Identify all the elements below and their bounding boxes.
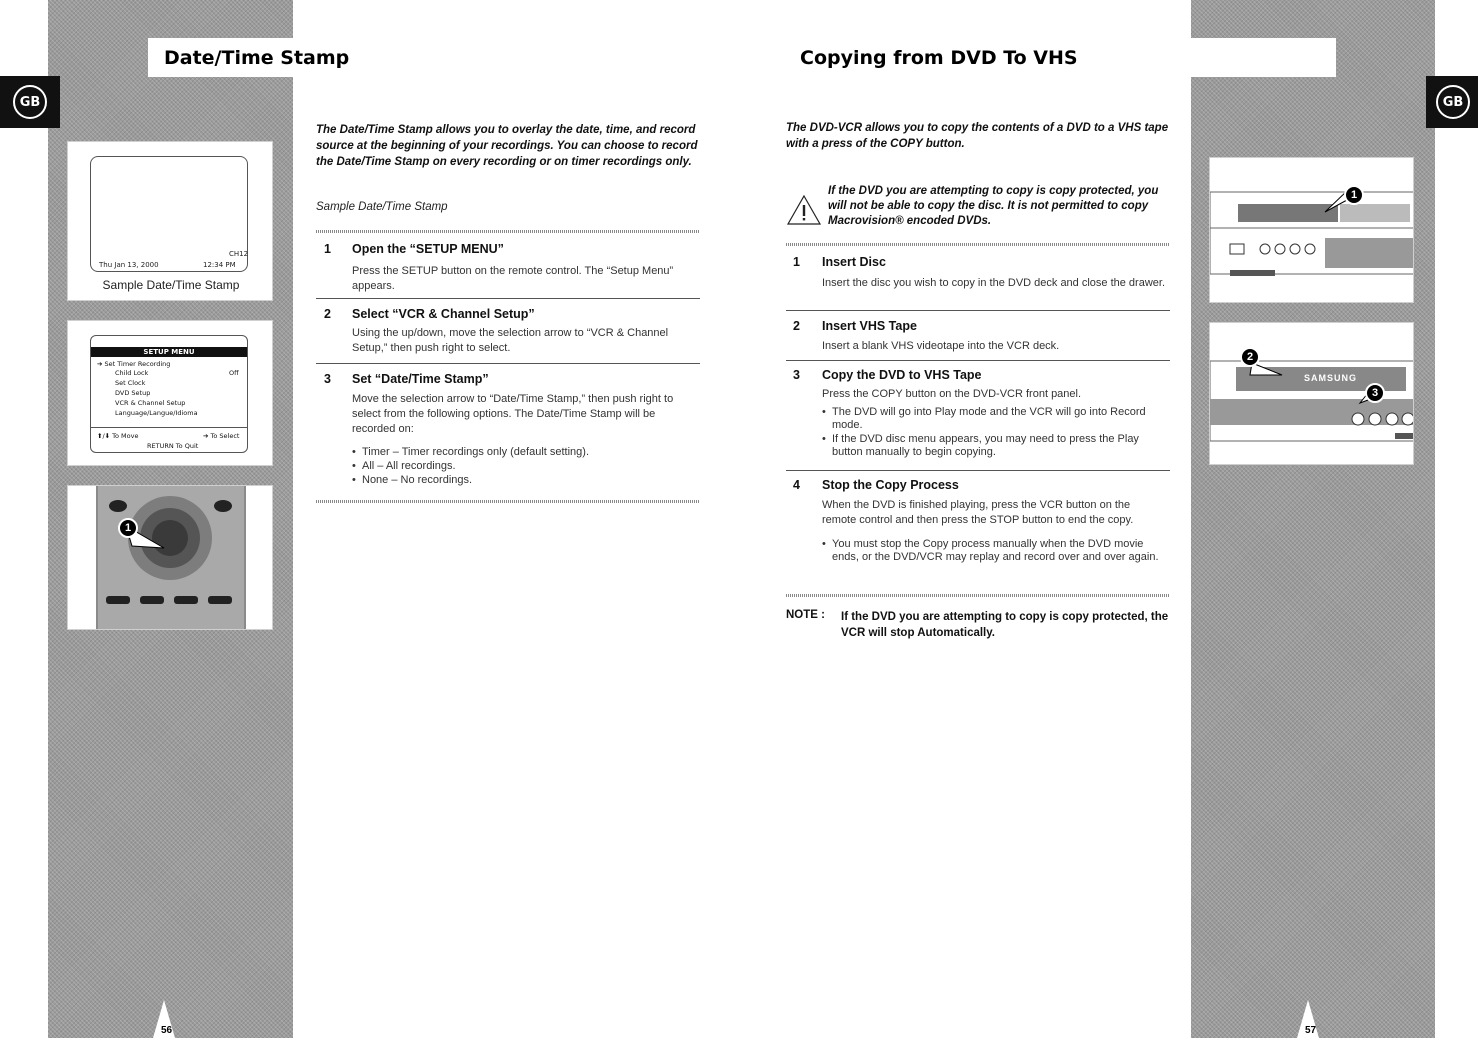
- setup-menu-screen: [90, 335, 248, 453]
- menu-nav-move: ⬆/⬇ To Move: [97, 432, 139, 440]
- tv-screen: [90, 156, 248, 272]
- step-title: Select “VCR & Channel Setup”: [352, 307, 535, 321]
- step-bullets: [822, 538, 1167, 565]
- step-divider: [786, 310, 1170, 311]
- osd-date: Thu Jan 13, 2000: [99, 261, 159, 269]
- step-number: 3: [324, 372, 331, 386]
- step-text: Insert the disc you wish to copy in the DVD deck and close the drawer.: [822, 277, 1166, 289]
- menu-divider: [91, 427, 247, 428]
- warning-text: If the DVD you are attempting to copy is copy protected, you will not be able to copy the disc. It is not permitted to copy Macrovision® encoded DVDs.: [828, 185, 1159, 227]
- step-text: Insert a blank VHS videotape into the VCR deck.: [822, 340, 1060, 352]
- step-number: 1: [324, 242, 331, 256]
- step-text: Press the COPY button on the DVD-VCR front panel.: [822, 388, 1082, 400]
- menu-item: VCR & Channel Setup: [115, 399, 186, 407]
- bullet-item: • You must stop the Copy process manually when the DVD movie ends, or the DVD/VCR may replay and record over and over again.: [822, 538, 1167, 564]
- callout-2-icon: 2: [1240, 347, 1260, 367]
- menu-item: DVD Setup: [115, 389, 151, 397]
- step-text: When the DVD is finished playing, press the VCR button on the remote control and then press the STOP button to end the copy.: [822, 499, 1134, 526]
- callout-1-icon: 1: [118, 518, 138, 538]
- dotted-divider: [316, 230, 700, 233]
- gb-badge-label: GB: [1436, 85, 1470, 119]
- menu-nav-return: RETURN To Quit: [147, 442, 199, 450]
- setup-menu-panel: [67, 320, 273, 466]
- step-number: 2: [793, 319, 800, 333]
- gb-badge-left: [0, 76, 60, 128]
- menu-item: ➔ Set Timer Recording: [97, 360, 171, 368]
- step-title: Open the “SETUP MENU”: [352, 242, 504, 256]
- step-title: Set “Date/Time Stamp”: [352, 372, 489, 386]
- step-text: Move the selection arrow to “Date/Time Stamp,” then push right to select from the following options. The Date/Time Stamp will be recorded on:: [352, 393, 674, 435]
- menu-item-value: Off: [229, 369, 239, 377]
- sample-heading: Sample Date/Time Stamp: [316, 201, 448, 213]
- brand-label: SAMSUNG: [1304, 373, 1358, 383]
- bullet-item: • All – All recordings.: [352, 460, 697, 473]
- dotted-divider: [786, 594, 1170, 597]
- step-title: Stop the Copy Process: [822, 478, 959, 492]
- step-number: 1: [793, 255, 800, 269]
- step-number: 3: [793, 368, 800, 382]
- step-number: 4: [793, 478, 800, 492]
- page-number-right: 57: [1305, 1025, 1317, 1036]
- step-divider: [786, 360, 1170, 361]
- bullet-item: • The DVD will go into Play mode and the VCR will go into Record mode.: [822, 406, 1167, 432]
- menu-item: Child Lock: [115, 369, 149, 377]
- left-intro: The Date/Time Stamp allows you to overlay the date, time, and record source at the beginning of your recordings. You can choose to record the Date/Time Stamp on every recording or on timer recordings only.: [316, 124, 698, 168]
- dvd-vcr-front-illustration: [1210, 158, 1414, 303]
- callout-1-icon: 1: [1344, 185, 1364, 205]
- remote-illustration: [68, 486, 273, 630]
- step-divider: [316, 298, 700, 299]
- step-title: Insert VHS Tape: [822, 319, 917, 333]
- step-bullets: [822, 406, 1167, 460]
- note-label: NOTE :: [786, 609, 825, 621]
- step-bullets: [352, 446, 697, 488]
- step-divider: [786, 470, 1170, 471]
- remote-panel: [67, 485, 273, 630]
- callout-3-icon: 3: [1365, 383, 1385, 403]
- sample-stamp-panel: [67, 141, 273, 301]
- step-text: Press the SETUP button on the remote control. The “Setup Menu” appears.: [352, 265, 674, 292]
- menu-nav-select: ➔ To Select: [203, 432, 240, 440]
- device-panel-bottom: [1209, 322, 1414, 465]
- device-panel-top: [1209, 157, 1414, 303]
- page-title: Date/Time Stamp: [164, 47, 350, 69]
- right-margin-band: [1191, 0, 1435, 1038]
- dotted-divider: [316, 500, 700, 503]
- page-number-left: 56: [161, 1025, 173, 1036]
- gb-badge-right: [1426, 76, 1478, 128]
- page-title: Copying from DVD To VHS: [800, 47, 1078, 69]
- step-title: Insert Disc: [822, 255, 886, 269]
- panel-caption: Sample Date/Time Stamp: [102, 278, 240, 292]
- setup-menu-header: SETUP MENU: [91, 347, 247, 357]
- bullet-item: • Timer – Timer recordings only (default setting).: [352, 446, 697, 459]
- step-number: 2: [324, 307, 331, 321]
- note-text: If the DVD you are attempting to copy is copy protected, the VCR will stop Automatically.: [841, 611, 1169, 639]
- bullet-item: • If the DVD disc menu appears, you may need to press the Play button manually to begin copying.: [822, 433, 1167, 459]
- osd-channel: CH12: [229, 250, 249, 258]
- bullet-item: • None – No recordings.: [352, 474, 697, 487]
- dotted-divider: [786, 243, 1170, 246]
- gb-badge-label: GB: [13, 85, 47, 119]
- step-divider: [316, 363, 700, 364]
- menu-item: Language/Langue/Idioma: [115, 409, 198, 417]
- warning-icon: [786, 194, 822, 226]
- menu-item: Set Clock: [115, 379, 146, 387]
- step-text: Using the up/down, move the selection arrow to “VCR & Channel Setup,” then push right to select.: [352, 327, 669, 354]
- right-intro: The DVD-VCR allows you to copy the contents of a DVD to a VHS tape with a press of the COPY button.: [786, 122, 1169, 150]
- step-title: Copy the DVD to VHS Tape: [822, 368, 982, 382]
- osd-time: 12:34 PM: [203, 261, 236, 269]
